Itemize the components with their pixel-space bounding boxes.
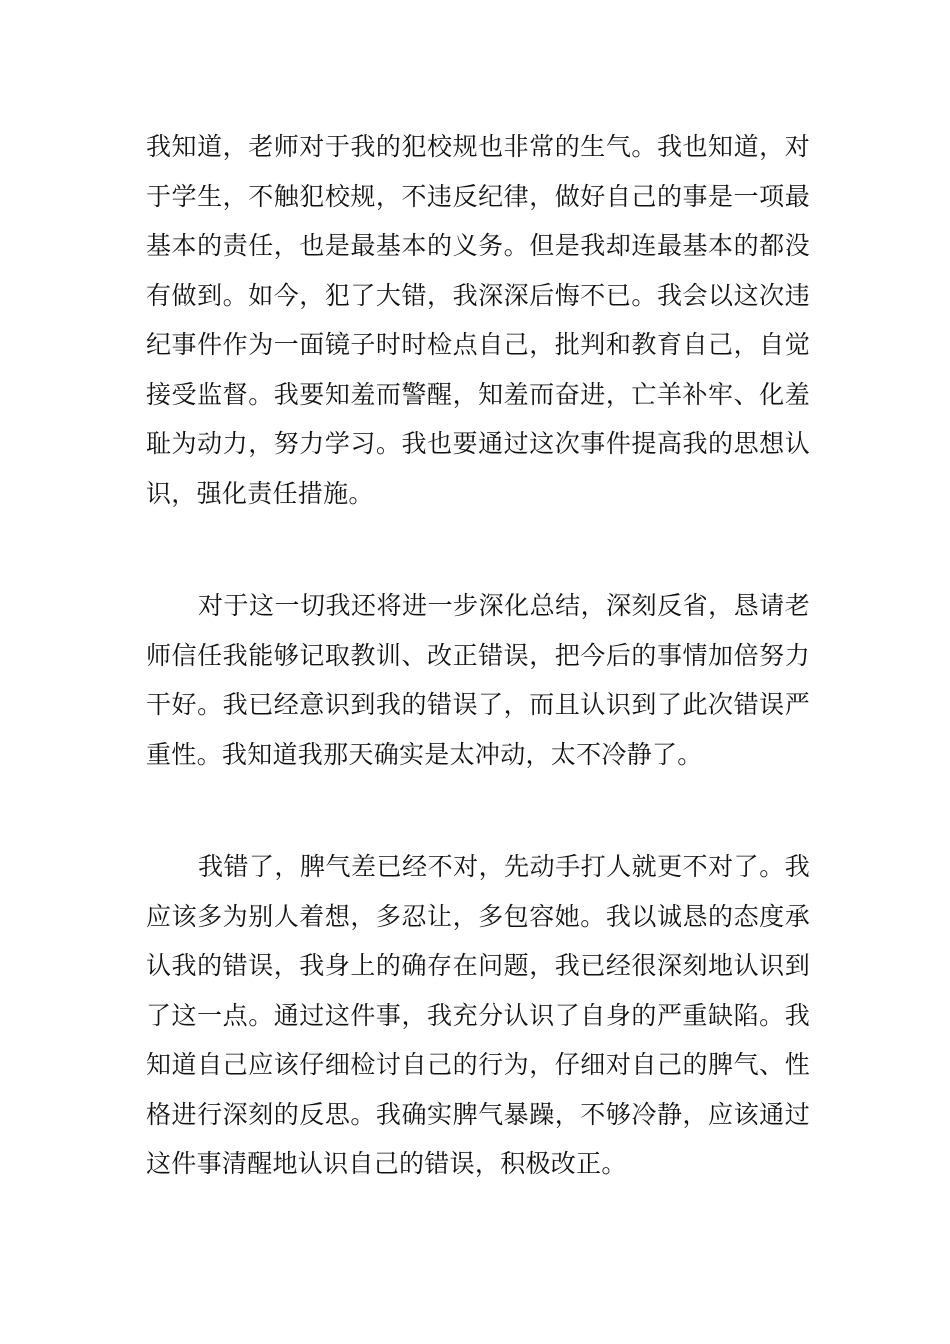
document-body (146, 122, 810, 1189)
paragraph-2: 对于这一切我还将进一步深化总结，深刻反省，恳请老师信任我能够记取教训、改正错误，把今后的事情加倍努力干好。我已经意识到我的错误了，而且认识到了此次错误严重性。我知道我那天确实是太冲动，太不冷静了。 (146, 591, 810, 769)
paragraph-1: 我知道，老师对于我的犯校规也非常的生气。我也知道，对于学生，不触犯校规，不违反纪律，做好自己的事是一项最基本的责任，也是最基本的义务。但是我却连最基本的都没有做到。如今，犯了大错，我深深后悔不已。我会以这次违纪事件作为一面镜子时时检点自己，批判和教育自己，自觉接受监督。我要知羞而警醒，知羞而奋进，亡羊补牢、化羞耻为动力，努力学习。我也要通过这次事件提高我的思想认识，强化责任措施。 (146, 132, 810, 508)
paragraph-3: 我错了，脾气差已经不对，先动手打人就更不对了。我应该多为别人着想，多忍让，多包容她。我以诚恳的态度承认我的错误，我身上的确存在问题，我已经很深刻地认识到了这一点。通过这件事，我充分认识了自身的严重缺陷。我知道自己应该仔细检讨自己的行为，仔细对自己的脾气、性格进行深刻的反思。我确实脾气暴躁，不够冷静，应该通过这件事清醒地认识自己的错误，积极改正。 (146, 852, 810, 1178)
